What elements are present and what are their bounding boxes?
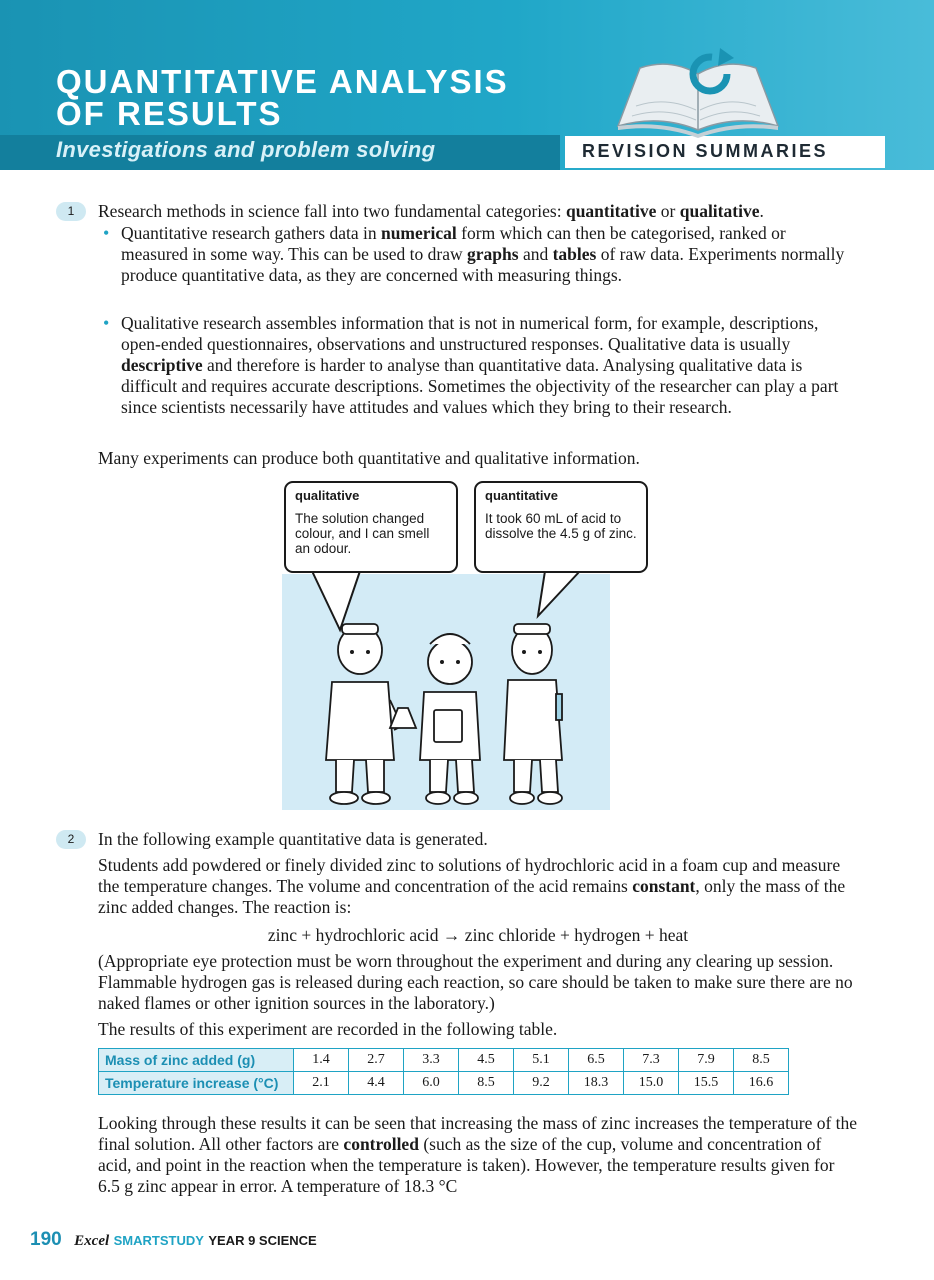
section-number-2: 2 <box>56 830 86 849</box>
revision-banner-label: REVISION SUMMARIES <box>582 141 829 161</box>
bubble-text-qualitative: The solution changed colour, and I can smell an odour. <box>295 511 430 556</box>
row-header-temperature: Temperature increase (°C) <box>99 1072 294 1095</box>
table-cell: 1.4 <box>294 1049 349 1072</box>
results-table <box>98 1048 789 1095</box>
page-footer <box>30 1229 317 1251</box>
table-cell: 8.5 <box>734 1049 789 1072</box>
page-number: 190 <box>30 1229 62 1250</box>
section-1-intro: Research methods in science fall into two fundamental categories: quantitative or qualitative. <box>98 201 764 221</box>
table-cell: 3.3 <box>404 1049 459 1072</box>
bullet-icon: • <box>103 223 110 243</box>
bubble-text-quantitative: It took 60 mL of acid to dissolve the 4.5 g of zinc. <box>485 511 637 541</box>
table-cell: 7.3 <box>624 1049 679 1072</box>
reaction-equation: zinc + hydrochloric acid → zinc chloride + hydrogen + heat <box>267 925 689 945</box>
table-cell: 15.0 <box>624 1072 679 1095</box>
title-line-1: QUANTITATIVE ANALYSIS <box>56 63 509 100</box>
bullet-icon: • <box>103 313 110 333</box>
speech-bubble-quantitative <box>474 481 648 573</box>
footer-series: SMARTSTUDY <box>113 1233 204 1248</box>
bullet-qualitative: Qualitative research assembles information that is not in numerical form, for example, descriptions, open-ended questionnaires, observations and unstructured responses. Qualitative data is usually descriptive and therefore is harder to analyse than quantitative data. Analysing qualitative data is difficult and requires accurate descriptions. Sometimes the objectivity of the researcher can play a part since scientists necessarily have attitudes and values which they bring to their research. <box>121 313 839 417</box>
section-2-intro: In the following example quantitative data is generated. <box>98 829 488 849</box>
table-cell: 4.5 <box>459 1049 514 1072</box>
bubble-title-quantitative: quantitative <box>485 488 558 503</box>
table-cell: 2.1 <box>294 1072 349 1095</box>
table-row <box>99 1072 789 1095</box>
table-cell: 9.2 <box>514 1072 569 1095</box>
footer-brand: Excel <box>74 1233 110 1249</box>
open-book-icon <box>612 42 784 138</box>
bullet-quantitative: Quantitative research gathers data in numerical form which can then be categorised, ranked or measured in some way. This can be used to draw graphs and tables of raw data. Experiments normally produce quantitative data, as they are concerned with measuring things. <box>121 223 845 285</box>
footer-year: YEAR 9 SCIENCE <box>208 1233 317 1248</box>
table-cell: 6.0 <box>404 1072 459 1095</box>
table-cell: 15.5 <box>679 1072 734 1095</box>
title-line-2: OF RESULTS <box>56 95 283 132</box>
table-cell: 7.9 <box>679 1049 734 1072</box>
speech-bubble-qualitative <box>284 481 458 573</box>
table-row <box>99 1049 789 1072</box>
page-subtitle: Investigations and problem solving <box>56 137 436 162</box>
bubble-title-qualitative: qualitative <box>295 488 360 503</box>
students-illustration <box>310 610 600 810</box>
section-2-method: Students add powdered or finely divided zinc to solutions of hydrochloric acid in a foam cup and measure the temperature changes. The volume and concentration of the acid remains constant, only the mass of the zinc added changes. The reaction is: <box>98 855 846 917</box>
row-header-mass: Mass of zinc added (g) <box>99 1049 294 1072</box>
table-cell: 16.6 <box>734 1072 789 1095</box>
table-cell: 2.7 <box>349 1049 404 1072</box>
table-cell: 6.5 <box>569 1049 624 1072</box>
safety-note: (Appropriate eye protection must be worn throughout the experiment and during any clearing up session. Flammable hydrogen gas is released during each reaction, so care should be taken to make sure there are no naked flames or other ignition sources in the laboratory.) <box>98 951 853 1013</box>
table-cell: 5.1 <box>514 1049 569 1072</box>
section-number-1: 1 <box>56 202 86 221</box>
section-2-analysis: Looking through these results it can be seen that increasing the mass of zinc increases the temperature of the final solution. All other factors are controlled (such as the size of the cup, volume and concentration of acid, and point in the reaction when the temperature is taken). However, the temperature results given for 6.5 g zinc appear in error. A temperature of 18.3 °C <box>98 1113 858 1196</box>
table-intro: The results of this experiment are recorded in the following table. <box>98 1019 558 1039</box>
table-cell: 18.3 <box>569 1072 624 1095</box>
table-cell: 8.5 <box>459 1072 514 1095</box>
page-title <box>56 63 509 132</box>
table-cell: 4.4 <box>349 1072 404 1095</box>
section-1-outro: Many experiments can produce both quantitative and qualitative information. <box>98 448 640 468</box>
